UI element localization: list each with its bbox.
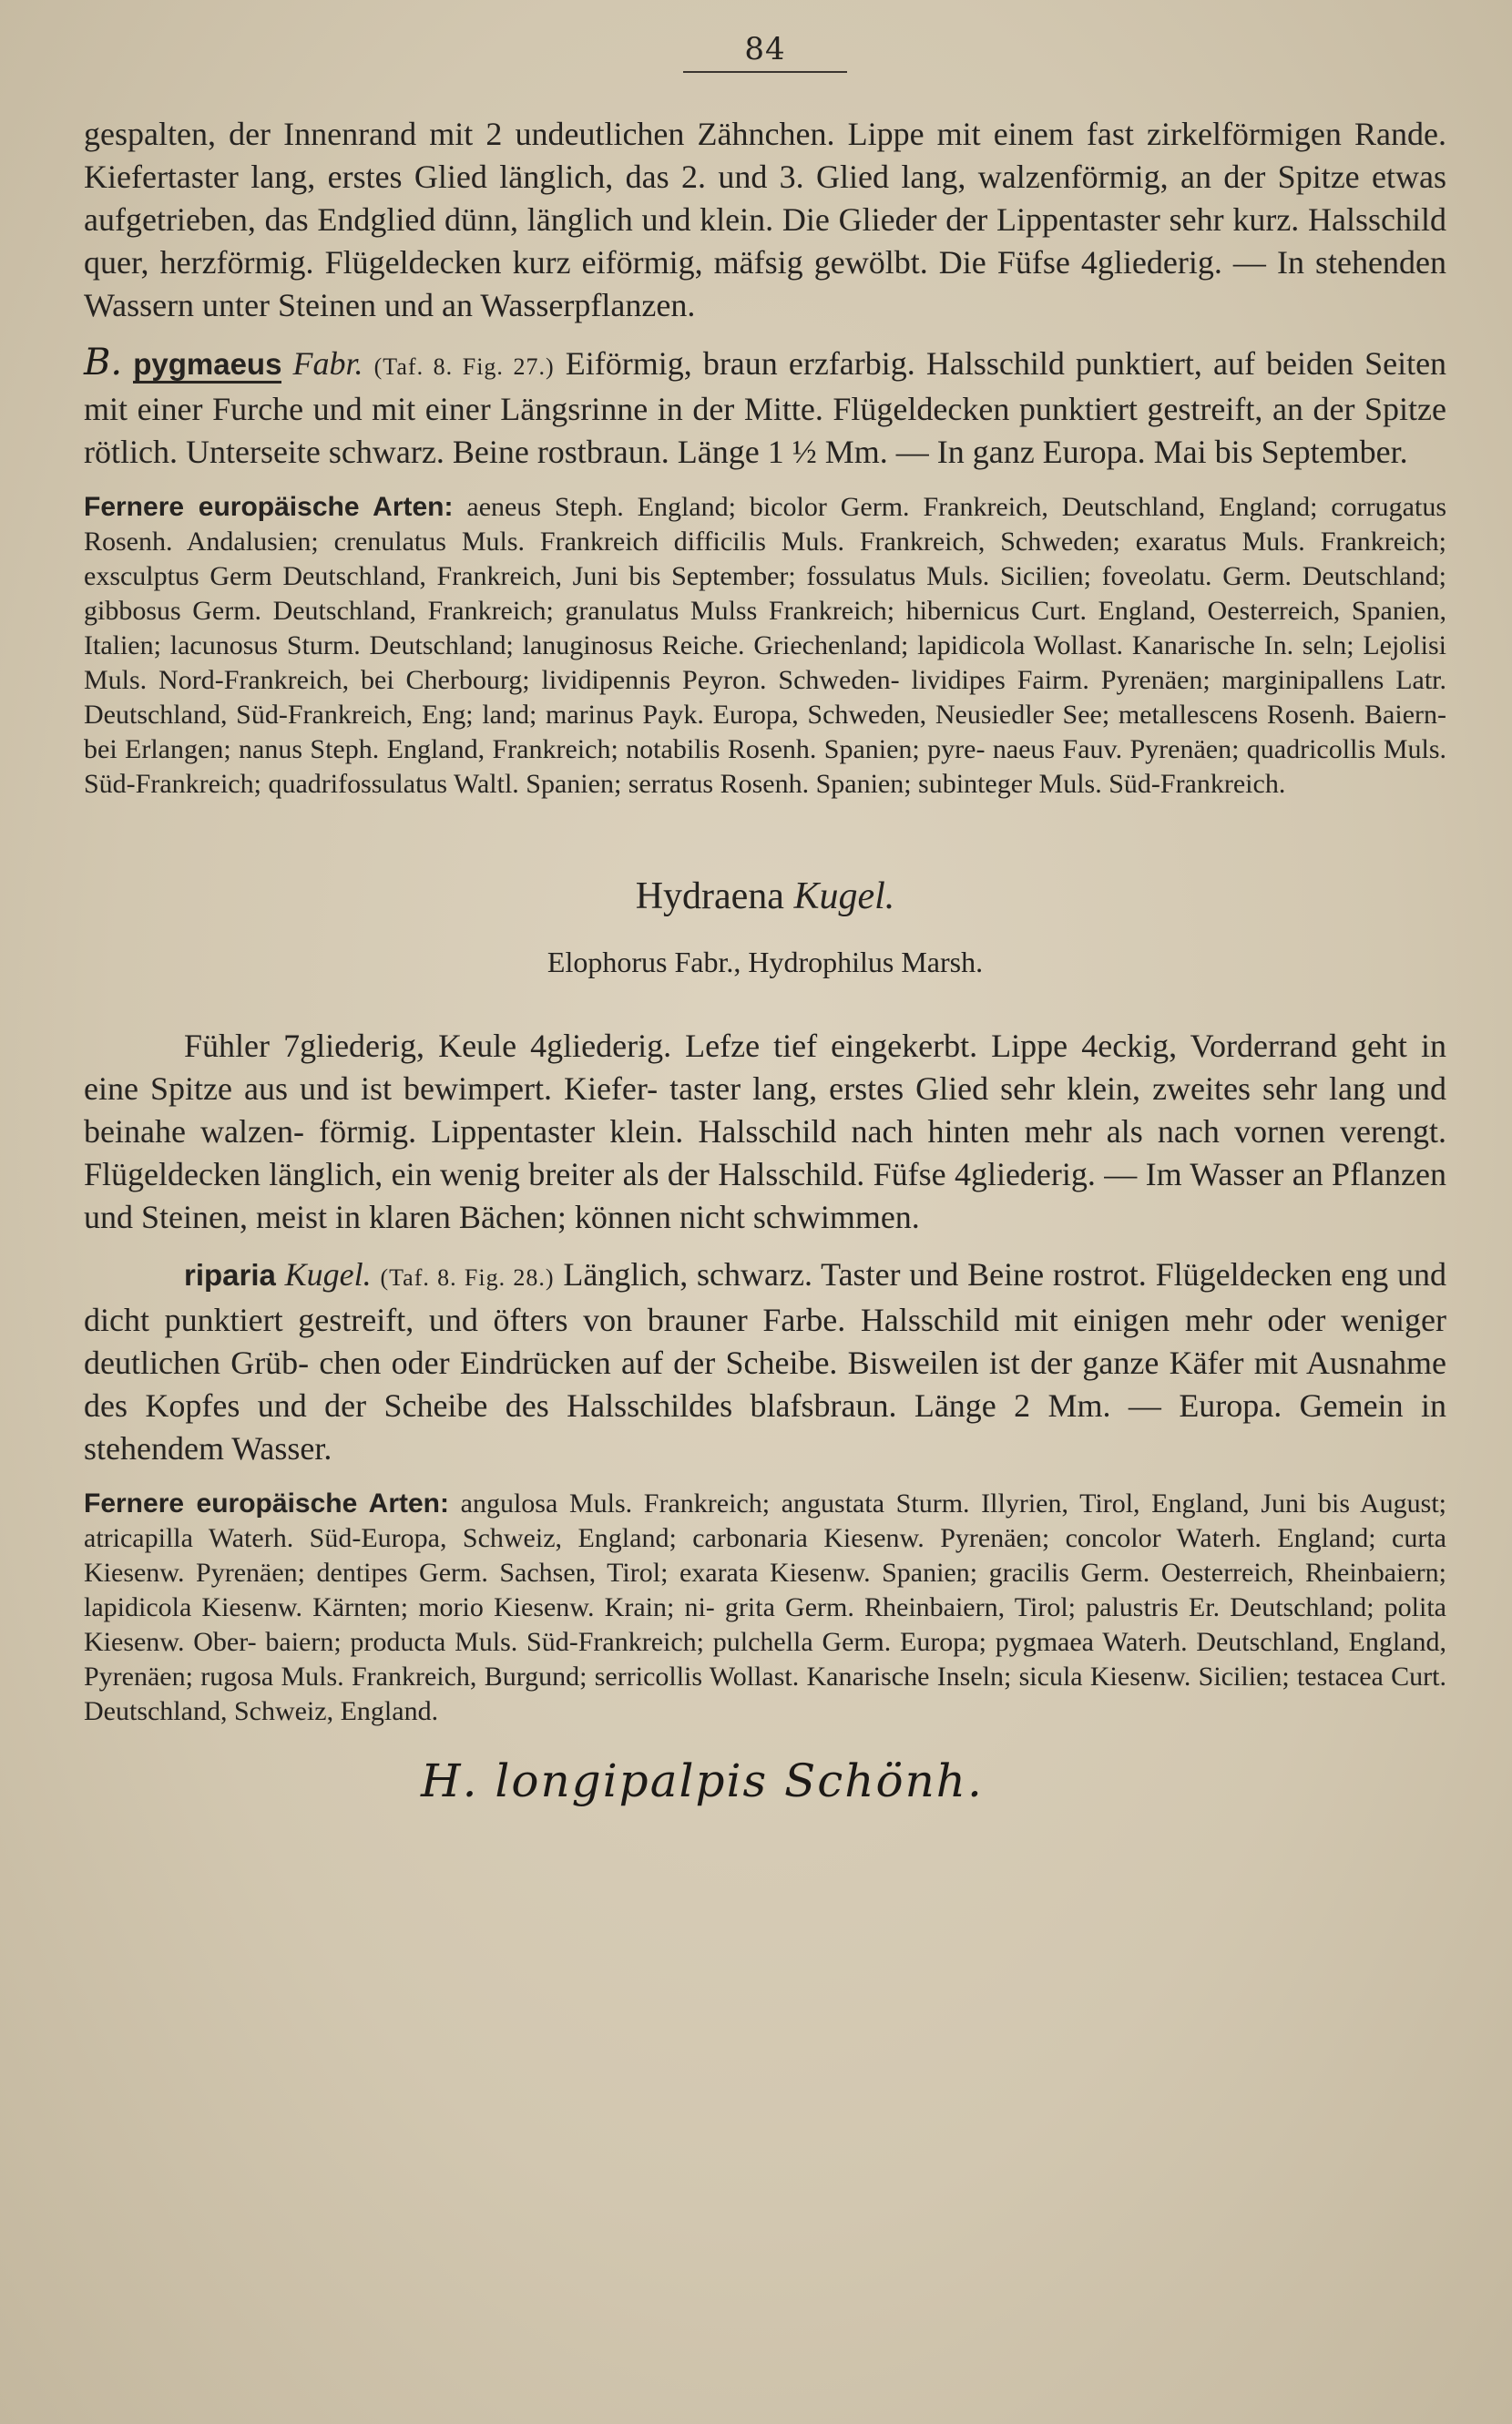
figure-reference: (Taf. 8. Fig. 27.) [373, 353, 555, 380]
genus-synonyms: Elophorus Fabr., Hydrophilus Marsh. [547, 946, 984, 978]
further-species-list-1 [84, 490, 1446, 802]
genus-heading [84, 874, 1446, 918]
species-author: Kugel. [284, 1256, 372, 1293]
page-number-rule [683, 71, 847, 73]
further-species-text: angulosa Muls. Frankreich; angustata Sturm. Illyrien, Tirol, England, Juni bis August; atricapilla Waterh. Süd-Europa, Schweiz, England; carbonaria Kiesenw. Pyrenäen; concolor Waterh. England; curta Kiesenw. Pyrenäen; dentipes Germ. Sachsen, Tirol; exarata Kiesenw. Spanien; gracilis Germ. Oesterreich, Rheinbaiern; lapidicola Kiesenw. Kärnten; morio Kiesenw. Krain; ni- grita Germ. Rheinbaiern, Tirol; palustris Er. Deutschland; polita Kiesenw. Ober- baiern; producta Muls. Süd-Frankreich; pulchella Germ. Europa; pygmaea Waterh. Deutschland, England, Pyrenäen; rugosa Muls. Frankreich, Burgund; serricollis Wollast. Kanarische Inseln; sicula Kiesenw. Sicilien; testacea Curt. Deutschland, Schweiz, England. [84, 1488, 1446, 1726]
genus-description: Fühler 7gliederig, Keule 4gliederig. Lefze tief eingekerbt. Lippe 4eckig, Vorderrand geht in eine Spitze aus und ist bewimpert. Kiefer- taster lang, erstes Glied sehr klein, zweites sehr lang und beinahe walzen- förmig. Lippentaster klein. Halsschild nach hinten mehr als nach vornen verengt. Flügeldecken länglich, ein wenig breiter als der Halsschild. Füfse 4gliederig. — Im Wasser an Pflanzen und Steinen, meist in klaren Bächen; können nicht schwimmen. [84, 1028, 1446, 1235]
handwritten-annotation: H. longipalpis Schönh. [421, 1754, 984, 1807]
genus-name: Hydraena [635, 875, 784, 917]
species-author: Fabr. [292, 345, 363, 382]
intro-paragraph: gespalten, der Innenrand mit 2 undeutlichen Zähnchen. Lippe mit einem fast zirkelförmigen Rande. Kiefertaster lang, erstes Glied länglich, das 2. und 3. Glied lang, walzenförmig, an der Spitze etwas aufgetrieben, das Endglied dünn, länglich und klein. Die Glieder der Lippentaster sehr kurz. Halsschild quer, herzförmig. Flügeldecken kurz eiförmig, mäfsig gewölbt. Die Füfse 4gliederig. — In stehenden Wassern unter Steinen und an Wasserpflanzen. [84, 116, 1446, 323]
further-species-text: aeneus Steph. England; bicolor Germ. Frankreich, Deutschland, England; corrugatus Rosenh. Andalusien; crenulatus Muls. Frankreich difficilis Muls. Frankreich, Schweden; exaratus Muls. Frankreich; exsculptus Germ Deutschland, Frankreich, Juni bis September; fossulatus Muls. Sicilien; foveolatu. Germ. Deutschland; gibbosus Germ. Deutschland, Frankreich; granulatus Mulss Frankreich; hibernicus Curt. England, Oesterreich, Spanien, Italien; lacunosus Sturm. Deutschland; lanuginosus Reiche. Griechenland; lapidicola Wollast. Kanarische In. seln; Lejolisi Muls. Nord-Frankreich, bei Cherbourg; lividipennis Peyron. Schweden- lividipes Fairm. Pyrenäen; marginipallens Latr. Deutschland, Süd-Frankreich, Eng; land; marinus Payk. Europa, Schweden, Neusiedler See; metallescens Rosenh. Baiern- bei Erlangen; nanus Steph. England, Frankreich; notabilis Rosenh. Spanien; pyre- naeus Fauv. Pyrenäen; quadricollis Muls. Süd-Frankreich; quadrifossulatus Waltl. Spanien; serratus Rosenh. Spanien; subinteger Muls. Süd-Frankreich. [84, 492, 1446, 799]
species-entry-riparia [84, 1253, 1446, 1470]
species-name: pygmaeus [133, 347, 281, 384]
species-description: Eiförmig, braun erzfarbig. Halsschild punktiert, auf beiden Seiten mit einer Furche und mit einer Längsrinne in der Mitte. Flügeldecken punktiert gestreift, an der Spitze rötlich. Unterseite schwarz. Beine rostbraun. Länge 1 ½ Mm. — In ganz Europa. Mai bis September. [84, 345, 1447, 470]
further-species-heading: Fernere europäische Arten: [84, 492, 454, 522]
species-description: Länglich, schwarz. Taster und Beine rostrot. Flügeldecken eng und dicht punktiert gestreift, und öfters von brauner Farbe. Halsschild mit einigen mehr oder weniger deutlichen Grüb- chen oder Eindrücken auf der Scheibe. Bisweilen ist der ganze Käfer mit Ausnahme des Kopfes und der Scheibe des Halsschildes blafsbraun. Länge 2 Mm. — Europa. Gemein in stehendem Wasser. [84, 1256, 1447, 1467]
genus-author: Kugel. [793, 875, 895, 917]
handwritten-genus-mark: B. [84, 342, 123, 384]
further-species-list-2 [84, 1487, 1446, 1729]
figure-reference: (Taf. 8. Fig. 28.) [380, 1264, 555, 1291]
page-number: 84 [744, 31, 786, 67]
species-name: riparia [184, 1258, 276, 1292]
species-entry-pygmaeus [84, 342, 1446, 474]
further-species-heading: Fernere europäische Arten: [84, 1488, 449, 1519]
